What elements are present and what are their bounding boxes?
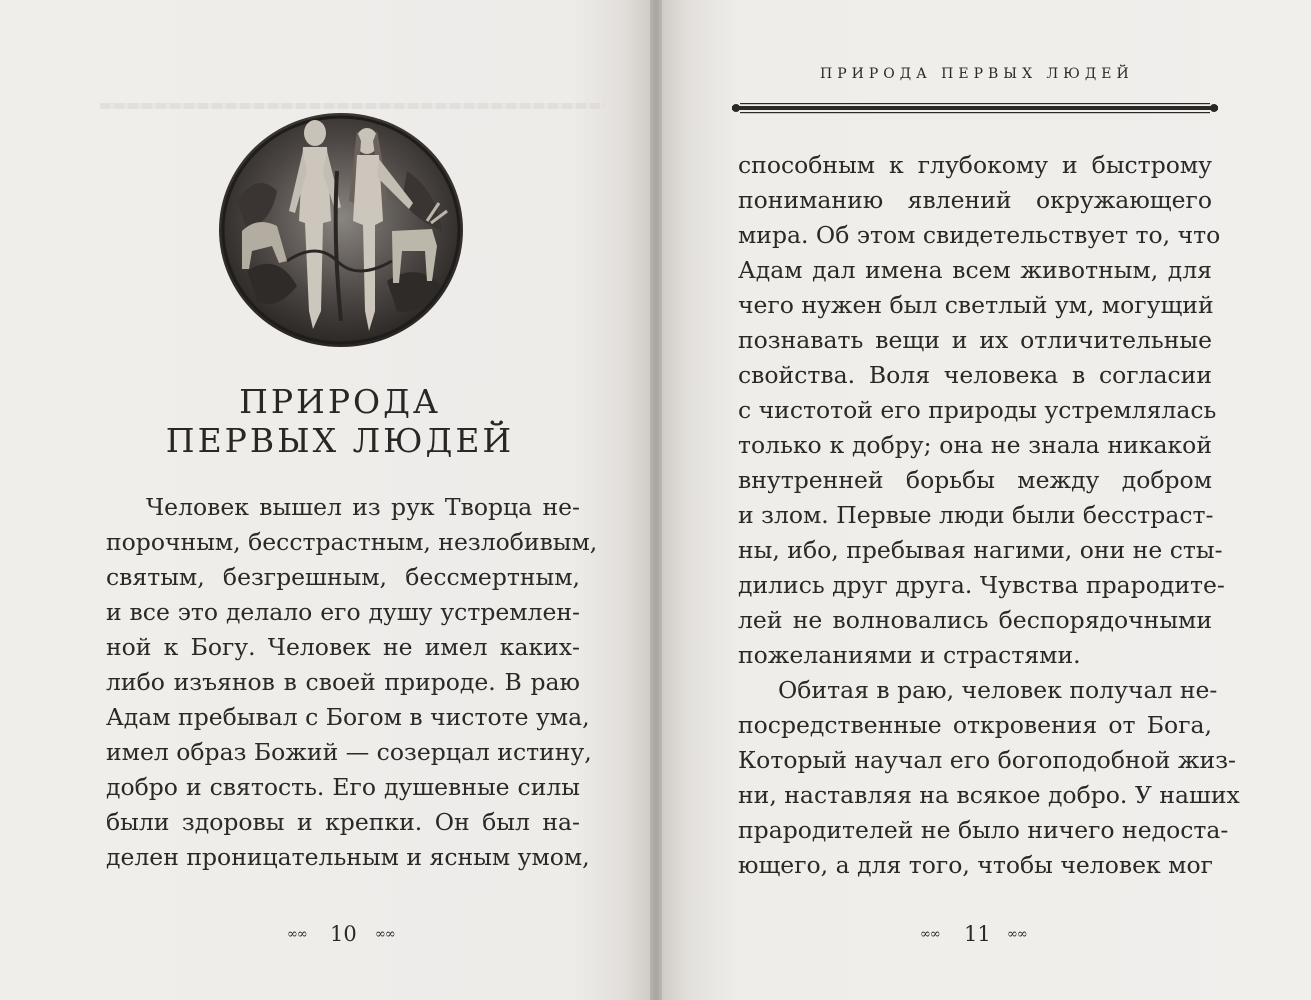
- text-line: либо изъянов в своей природе. В раю: [106, 668, 580, 696]
- text-line: свойства. Воля человека в согласии: [738, 361, 1212, 389]
- text-line: ни, наставляя на всякое добро. У наших: [738, 781, 1240, 809]
- text-line: пожеланиями и страстями.: [738, 641, 1081, 669]
- page-number: 11: [964, 922, 991, 946]
- text-line: внутренней борьбы между добром: [738, 466, 1212, 494]
- text-line: пониманию явлений окружающего: [738, 186, 1212, 214]
- left-page: [0, 0, 650, 1000]
- text-line: Адам дал имена всем животным, для: [738, 256, 1212, 284]
- text-line: порочным, бесстрастным, незлобивым,: [106, 528, 598, 556]
- decorative-header-rule: [732, 100, 1218, 116]
- text-line: посредственные откровения от Бога,: [738, 711, 1212, 739]
- text-line: и все это делало его душу устремлен-: [106, 598, 580, 626]
- adam-and-eve-medallion: [217, 111, 465, 349]
- text-line: только к добру; она не знала никакой: [738, 431, 1212, 459]
- text-line: Обитая в раю, человек получал не-: [778, 676, 1218, 704]
- page-number: 10: [330, 922, 357, 946]
- page-ornament-right: ∞∞: [1007, 927, 1027, 942]
- text-line: Человек вышел из рук Творца не-: [146, 493, 580, 521]
- text-line: Который научал его богоподобной жиз-: [738, 746, 1236, 774]
- text-line: ны, ибо, пребывая нагими, они не сты-: [738, 536, 1223, 564]
- text-line: прародителей не было ничего недоста-: [738, 816, 1229, 844]
- text-line: дились друг друга. Чувства прародите-: [738, 571, 1225, 599]
- text-line: ной к Богу. Человек не имел каких-: [106, 633, 580, 661]
- text-line: святым, безгрешным, бессмертным,: [106, 563, 580, 591]
- text-line: мира. Об этом свидетельствует то, что: [738, 221, 1221, 249]
- book-gutter: [650, 0, 662, 1000]
- text-line: чего нужен был светлый ум, могущий: [738, 291, 1214, 319]
- text-line: познавать вещи и их отличительные: [738, 326, 1212, 354]
- page-ornament-left: ∞∞: [287, 927, 307, 942]
- text-line: Адам пребывал с Богом в чистоте ума,: [106, 703, 590, 731]
- text-line: делен проницательным и ясным умом,: [106, 843, 590, 871]
- right-page-body: [738, 148, 1240, 883]
- text-line: и злом. Первые люди были бесстраст-: [738, 501, 1214, 529]
- text-line: были здоровы и крепки. Он был на-: [106, 808, 580, 836]
- text-line: способным к глубокому и быстрому: [738, 151, 1212, 179]
- chapter-title-line-2: ПЕРВЫХ ЛЮДЕЙ: [165, 421, 515, 460]
- page-ornament-left: ∞∞: [920, 927, 940, 942]
- text-line: добро и святость. Его душевные силы: [106, 773, 580, 801]
- text-line: имел образ Божий — созерцал истину,: [106, 738, 592, 766]
- page-ornament-right: ∞∞: [375, 927, 395, 942]
- text-line: лей не волновались беспорядочными: [738, 606, 1212, 634]
- left-page-body: [106, 490, 598, 875]
- text-line: ющего, а для того, чтобы человек мог: [738, 851, 1213, 879]
- chapter-title-line-1: ПРИРОДА: [239, 382, 441, 421]
- right-page: [662, 0, 1311, 1000]
- text-line: с чистотой его природы устремлялась: [738, 396, 1217, 424]
- running-header: ПРИРОДА ПЕРВЫХ ЛЮДЕЙ: [820, 66, 1134, 82]
- bleed-through-rule: [100, 103, 605, 109]
